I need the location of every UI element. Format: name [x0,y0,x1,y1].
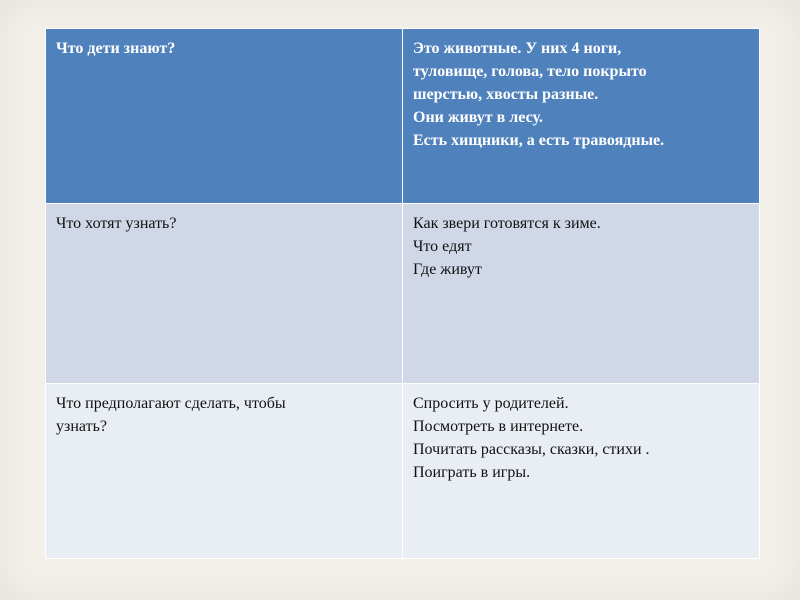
answer-line: Почитать рассказы, сказки, стихи . [413,441,650,458]
table-row-want [46,204,760,384]
answer-line: шерстью, хвосты разные. [413,86,599,103]
question-text: Что дети знают? [56,40,176,57]
answer-line: Спросить у родителей. [413,395,569,412]
answer-line: Это животные. У них 4 ноги, [413,40,622,57]
answer-cell [403,384,760,559]
answer-line: Есть хищники, а есть травоядные. [413,132,665,149]
question-cell [46,29,403,204]
table-row-plan [46,384,760,559]
answer-line: Поиграть в игры. [413,464,531,481]
answer-line: Что едят [413,238,472,255]
answer-cell [403,204,760,384]
answer-line: Как звери готовятся к зиме. [413,215,601,232]
kwl-table [45,28,760,559]
table-row-know [46,29,760,204]
answer-line: Посмотреть в интернете. [413,418,584,435]
answer-line: Где живут [413,261,482,278]
question-line: Что предполагают сделать, чтобы [56,395,286,412]
question-cell [46,384,403,559]
answer-cell [403,29,760,204]
answer-line: Они живут в лесу. [413,109,543,126]
question-text: Что хотят узнать? [56,215,177,232]
answer-line: туловище, голова, тело покрыто [413,63,647,80]
question-cell [46,204,403,384]
question-line: узнать? [56,418,107,435]
